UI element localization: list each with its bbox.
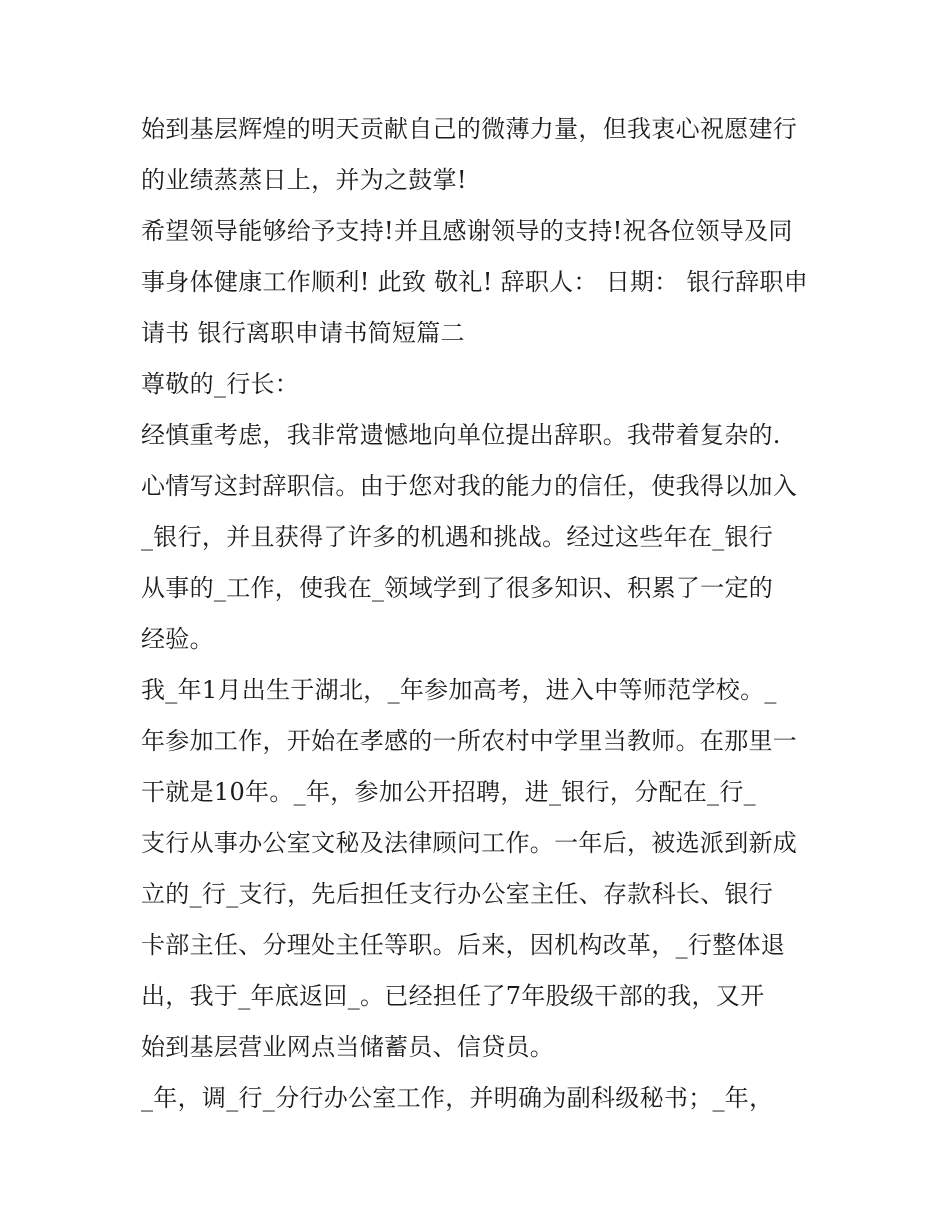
text-line: 请书 银行离职申请书简短篇二 xyxy=(141,319,465,347)
text-line: 出，我于_年底返回_。已经担任了7年股级干部的我，又开 xyxy=(141,982,765,1010)
text-line: 的业绩蒸蒸日上，并为之鼓掌! xyxy=(141,166,467,194)
text-line: 心情写这封辞职信。由于您对我的能力的信任，使我得以加入 xyxy=(141,472,798,500)
text-line: 干就是10年。_年，参加公开招聘，进_银行，分配在_行_ xyxy=(141,778,756,806)
text-line: 从事的_工作，使我在_领域学到了很多知识、积累了一定的 xyxy=(141,574,774,602)
text-line: 支行从事办公室文秘及法律顾问工作。一年后，被选派到新成 xyxy=(141,829,798,857)
text-line: 我_年1月出生于湖北，_年参加高考，进入中等师范学校。_ xyxy=(141,676,777,704)
text-line: 经验。 xyxy=(141,625,214,653)
text-line: 立的_行_支行，先后担任支行办公室主任、存款科长、银行 xyxy=(141,880,774,908)
text-line: _银行，并且获得了许多的机遇和挑战。经过这些年在_银行 xyxy=(141,523,774,551)
text-line: 始到基层辉煌的明天贡献自己的微薄力量，但我衷心祝愿建行 xyxy=(141,115,798,143)
document-body xyxy=(141,104,821,1124)
text-line: _年，调_行_分行办公室工作，并明确为副科级秘书；_年， xyxy=(141,1084,774,1112)
text-line: 事身体健康工作顺利! 此致 敬礼! 辞职人： 日期： 银行辞职申 xyxy=(141,268,809,296)
text-line: 始到基层营业网点当储蓄员、信贷员。 xyxy=(141,1033,555,1061)
text-line: 年参加工作，开始在孝感的一所农村中学里当教师。在那里一 xyxy=(141,727,798,755)
text-line: 希望领导能够给予支持!并且感谢领导的支持!祝各位领导及同 xyxy=(141,217,793,245)
salutation: 尊敬的_行长： xyxy=(141,370,300,398)
text-line: 卡部主任、分理处主任等职。后来，因机构改革，_行整体退 xyxy=(141,931,786,959)
text-line: 经慎重考虑，我非常遗憾地向单位提出辞职。我带着复杂的. xyxy=(141,421,781,449)
